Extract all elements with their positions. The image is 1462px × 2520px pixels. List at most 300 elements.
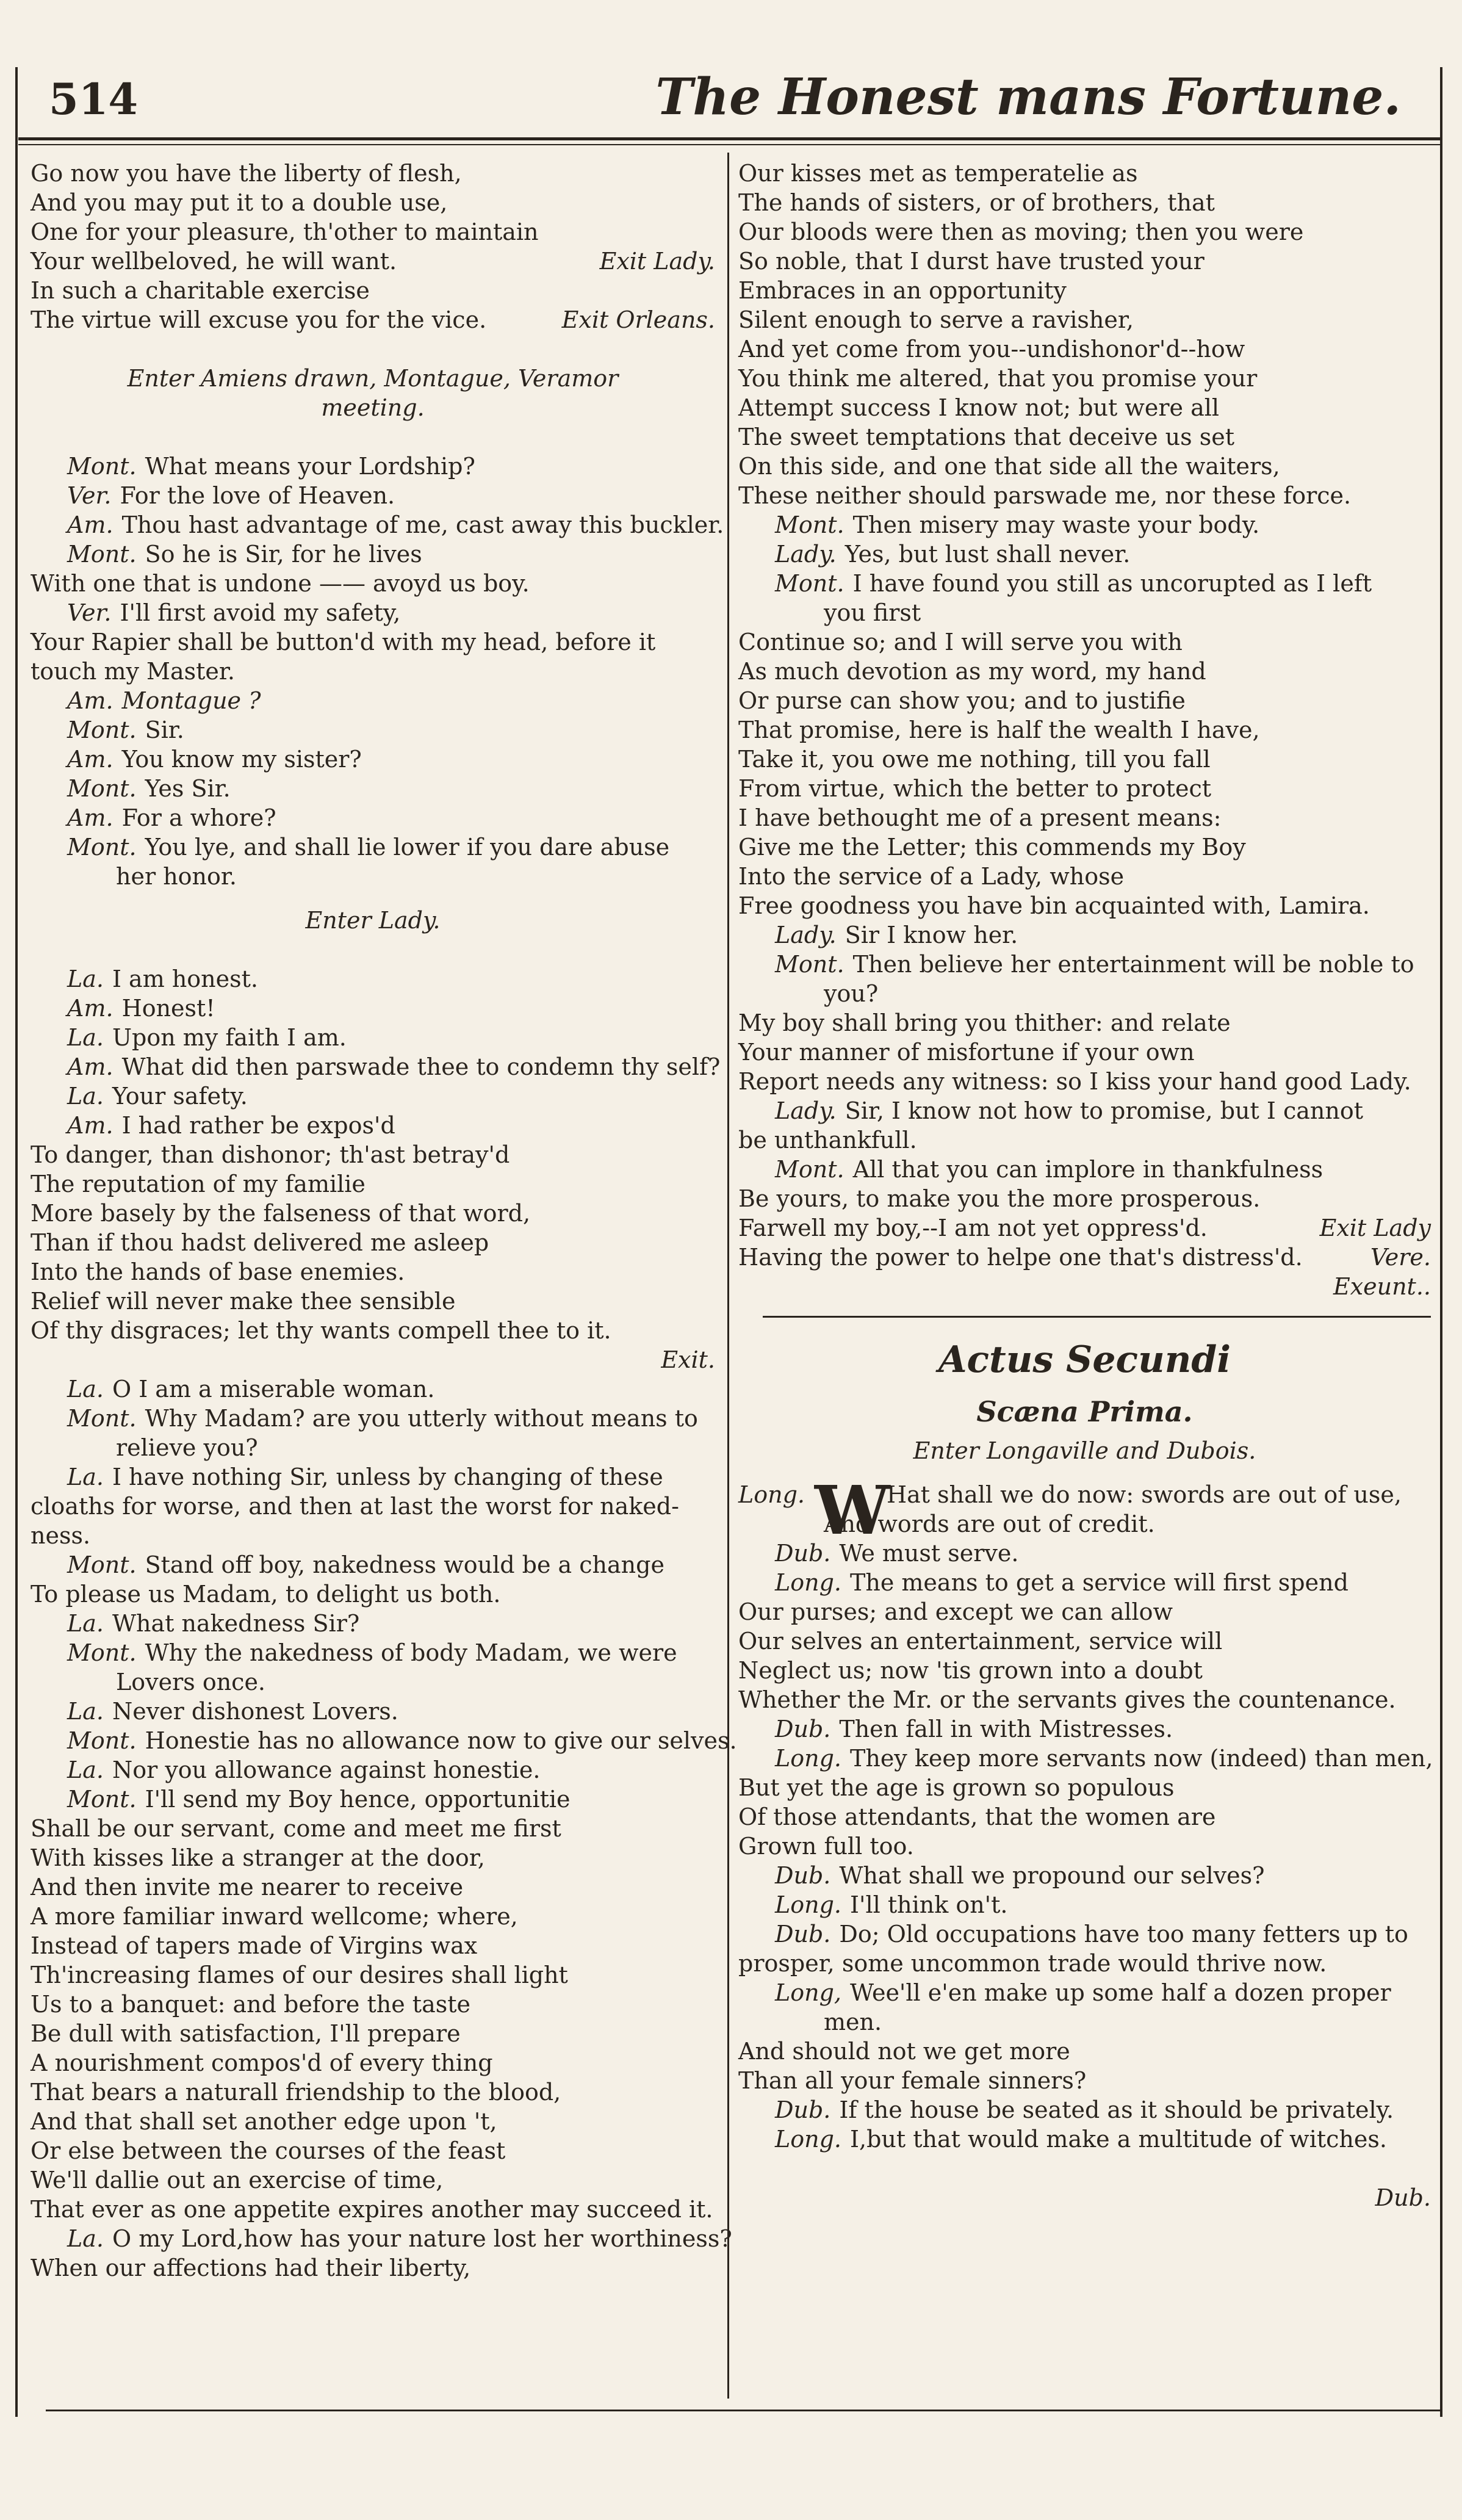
speech-text: Wee'll e'en make up some half a dozen proper bbox=[850, 1979, 1391, 2006]
verse-line bbox=[738, 1243, 1431, 1272]
stage-direction: Enter Amiens drawn, Montague, Veramor bbox=[127, 365, 619, 392]
speech-line bbox=[31, 510, 724, 540]
speech-line bbox=[31, 1755, 715, 1785]
speech-text: Why the nakedness of body Madam, we were bbox=[145, 1639, 677, 1666]
speech-text: Why Madam? are you utterly without means to bbox=[145, 1405, 698, 1432]
verse-text: That promise, here is half the wealth I have, bbox=[738, 717, 1260, 743]
speech-line bbox=[738, 1155, 1431, 1184]
stage-direction-inline: Exit Lady. bbox=[599, 248, 715, 275]
verse-text: Our selves an entertainment, service will bbox=[738, 1628, 1223, 1655]
speech-text: O I am a miserable woman. bbox=[112, 1376, 435, 1403]
verse-line bbox=[31, 247, 715, 276]
speech-text: Never dishonest Lovers. bbox=[112, 1698, 398, 1725]
verse-continuation: Lovers once. bbox=[116, 1669, 266, 1695]
speech-line bbox=[31, 1609, 715, 1638]
verse-text: Our bloods were then as moving; then you were bbox=[738, 218, 1304, 245]
speaker-name: Long. bbox=[738, 1481, 805, 1508]
verse-line bbox=[31, 1990, 715, 2019]
speaker-name: Long. bbox=[775, 1891, 841, 1918]
speech-text: Then believe her entertainment will be noble to bbox=[852, 951, 1414, 978]
verse-line bbox=[738, 2066, 1431, 2095]
spacer bbox=[31, 891, 715, 906]
verse-line bbox=[738, 393, 1431, 422]
speech-line bbox=[738, 510, 1431, 540]
speech-text: Sir I know her. bbox=[844, 922, 1018, 948]
speech-text: What did then parswade thee to condemn thy self? bbox=[121, 1053, 721, 1080]
verse-text: The sweet temptations that deceive us set bbox=[738, 424, 1234, 450]
spacer bbox=[31, 422, 715, 452]
verse-line bbox=[31, 2107, 715, 2136]
verse-text: A nourishment compos'd of every thing bbox=[31, 2049, 493, 2076]
verse-text: We'll dallie out an exercise of time, bbox=[31, 2167, 444, 2193]
stage-direction-inline: Vere. bbox=[1370, 1244, 1431, 1271]
verse-line bbox=[31, 188, 715, 217]
verse-text: ness. bbox=[31, 1522, 91, 1549]
speech-text: Then fall in with Mistresses. bbox=[839, 1716, 1173, 1742]
verse-line bbox=[738, 862, 1431, 891]
speech-text: Nor you allowance against honestie. bbox=[112, 1756, 541, 1783]
verse-text: Th'increasing flames of our desires shall light bbox=[31, 1962, 568, 1988]
verse-line bbox=[31, 569, 715, 598]
speech-line bbox=[738, 1714, 1431, 1744]
verse-continuation: her honor. bbox=[116, 863, 237, 890]
speaker-name: Mont. bbox=[67, 834, 137, 861]
speech-text: What shall we propound our selves? bbox=[839, 1862, 1265, 1889]
speaker-name: Lady. bbox=[775, 541, 837, 568]
speaker-name: La. bbox=[67, 966, 104, 992]
speaker-name: Mont. bbox=[775, 951, 844, 978]
verse-text: But yet the age is grown so populous bbox=[738, 1774, 1175, 1801]
verse-line bbox=[738, 745, 1431, 774]
speaker-name: Am. bbox=[67, 511, 113, 538]
verse-line bbox=[31, 1140, 715, 1169]
speech-text: Sir, I know not how to promise, but I cannot bbox=[844, 1097, 1363, 1124]
verse-line bbox=[738, 891, 1431, 920]
verse-text: To please us Madam, to delight us both. bbox=[31, 1581, 501, 1608]
speaker-name: Mont. bbox=[67, 1786, 137, 1813]
act-heading: Actus Secundi bbox=[938, 1338, 1231, 1381]
speaker-name: Mont. bbox=[67, 541, 137, 568]
speech-text: I have found you still as uncorupted as I left bbox=[852, 570, 1372, 597]
verse-line bbox=[31, 1492, 715, 1521]
verse-text: Than all your female sinners? bbox=[738, 2067, 1087, 2094]
speaker-name: La. bbox=[67, 1698, 104, 1725]
frame-right-rule bbox=[1440, 67, 1442, 2417]
verse-line bbox=[31, 1814, 715, 1843]
speech-line bbox=[738, 1096, 1431, 1125]
speech-line bbox=[31, 715, 715, 745]
verse-text: Relief will never make thee sensible bbox=[31, 1288, 456, 1315]
verse-text: Neglect us; now 'tis grown into a doubt bbox=[738, 1657, 1203, 1684]
spacer bbox=[738, 2154, 1431, 2183]
verse-text: Take it, you owe me nothing, till you fall bbox=[738, 746, 1211, 773]
verse-line bbox=[31, 2195, 715, 2224]
verse-text: Into the hands of base enemies. bbox=[31, 1258, 405, 1285]
verse-line bbox=[738, 452, 1431, 481]
verse-text: prosper, some uncommon trade would thrive now. bbox=[738, 1950, 1327, 1977]
speech-line bbox=[31, 452, 715, 481]
verse-text: And yet come from you--undishonor'd--how bbox=[738, 336, 1245, 363]
verse-line bbox=[31, 1228, 715, 1257]
speech-text: I had rather be expos'd bbox=[121, 1112, 395, 1139]
verse-line bbox=[738, 1685, 1431, 1714]
speech-line bbox=[31, 1111, 715, 1140]
speech-line bbox=[31, 1081, 715, 1111]
scene-heading: Scæna Prima. bbox=[976, 1395, 1193, 1428]
verse-line bbox=[738, 803, 1431, 832]
speaker-name: Lady. bbox=[775, 1097, 837, 1124]
verse-text: As much devotion as my word, my hand bbox=[738, 658, 1206, 685]
verse-line bbox=[738, 1213, 1431, 1243]
verse-text: Your Rapier shall be button'd with my head, before it bbox=[31, 629, 656, 655]
speech-line bbox=[738, 1539, 1431, 1568]
speech-line bbox=[31, 1052, 721, 1081]
verse-line bbox=[738, 1184, 1431, 1213]
speaker-name: Long. bbox=[775, 1745, 841, 1772]
speaker-name: La. bbox=[67, 2225, 104, 2252]
speech-text: The means to get a service will first spend bbox=[850, 1569, 1349, 1596]
speaker-name: Am. bbox=[67, 995, 113, 1022]
verse-text: Our purses; and except we can allow bbox=[738, 1598, 1173, 1625]
spacer bbox=[31, 334, 715, 364]
verse-line bbox=[738, 1067, 1431, 1096]
verse-line bbox=[738, 1802, 1431, 1832]
header-rule-bottom bbox=[18, 144, 1440, 145]
speech-text: Hat shall we do now: swords are out of use, bbox=[887, 1481, 1402, 1508]
stage-direction: Enter Longaville and Dubois. bbox=[913, 1437, 1256, 1464]
verse-line bbox=[31, 2253, 715, 2283]
running-title: The Honest mans Fortune. bbox=[655, 68, 1401, 126]
speech-line bbox=[738, 1568, 1431, 1597]
verse-text: Embraces in an opportunity bbox=[738, 277, 1067, 304]
speech-line bbox=[31, 2224, 732, 2253]
verse-line bbox=[31, 2136, 715, 2165]
verse-line bbox=[738, 217, 1431, 247]
stage-direction-exit: Exit. bbox=[661, 1346, 715, 1373]
speaker-name: La. bbox=[67, 1024, 104, 1051]
verse-line bbox=[738, 1038, 1431, 1067]
speaker-name: Dub. bbox=[775, 1540, 831, 1567]
speech-line bbox=[738, 2125, 1431, 2154]
verse-continuation: you first bbox=[824, 599, 921, 626]
speaker-name: Mont. bbox=[775, 511, 844, 538]
verse-text: From virtue, which the better to protect bbox=[738, 775, 1211, 802]
verse-text: That ever as one appetite expires another may succeed it. bbox=[31, 2196, 713, 2223]
frame-left-rule bbox=[15, 67, 18, 2417]
verse-line bbox=[738, 1626, 1431, 1656]
verse-line bbox=[738, 159, 1431, 188]
right-column bbox=[738, 159, 1431, 2212]
speaker-name: Mont. bbox=[67, 1551, 137, 1578]
speech-line bbox=[31, 994, 715, 1023]
verse-text: Than if thou hadst delivered me asleep bbox=[31, 1229, 489, 1256]
verse-line bbox=[738, 657, 1431, 686]
verse-line bbox=[31, 1960, 715, 1990]
speech-text: Stand off boy, nakedness would be a change bbox=[145, 1551, 664, 1578]
speech-text: I'll first avoid my safety, bbox=[120, 599, 401, 626]
verse-text: So noble, that I durst have trusted your bbox=[738, 248, 1205, 275]
spacer bbox=[31, 935, 715, 964]
stage-direction: meeting. bbox=[321, 394, 425, 421]
verse-line bbox=[31, 627, 715, 657]
verse-text: These neither should parswade me, nor these force. bbox=[738, 482, 1352, 509]
speech-text: What means your Lordship? bbox=[145, 453, 475, 480]
verse-text: Us to a banquet: and before the taste bbox=[31, 1991, 470, 2018]
speaker-name: Am. bbox=[67, 1112, 113, 1139]
verse-text: Give me the Letter; this commends my Boy bbox=[738, 834, 1246, 861]
verse-line bbox=[738, 334, 1431, 364]
speaker-name: Am. bbox=[67, 687, 113, 714]
verse-text: Your manner of misfortune if your own bbox=[738, 1039, 1195, 1066]
verse-line bbox=[738, 1949, 1431, 1978]
verse-line bbox=[738, 2037, 1431, 2066]
verse-continuation: relieve you? bbox=[116, 1434, 258, 1461]
speech-text: I have nothing Sir, unless by changing of these bbox=[112, 1464, 663, 1490]
speaker-name: Mont. bbox=[775, 1156, 844, 1183]
speaker-name: Mont. bbox=[67, 1639, 137, 1666]
verse-text: The hands of sisters, or of brothers, that bbox=[738, 189, 1215, 216]
verse-text: And you may put it to a double use, bbox=[31, 189, 448, 216]
speaker-name: Dub. bbox=[775, 2096, 831, 2123]
verse-line bbox=[738, 1832, 1431, 1861]
verse-line bbox=[31, 2019, 715, 2048]
speech-text: If the house be seated as it should be privately. bbox=[839, 2096, 1394, 2123]
speech-line bbox=[738, 569, 1431, 598]
verse-line bbox=[738, 247, 1431, 276]
verse-line bbox=[738, 1597, 1431, 1626]
verse-line bbox=[738, 1008, 1431, 1038]
verse-text: On this side, and one that side all the waiters, bbox=[738, 453, 1280, 480]
speech-text: Then misery may waste your body. bbox=[852, 511, 1260, 538]
speaker-name: La. bbox=[67, 1756, 104, 1783]
speech-text: Yes Sir. bbox=[145, 775, 231, 802]
verse-text: Into the service of a Lady, whose bbox=[738, 863, 1125, 890]
verse-line bbox=[31, 1287, 715, 1316]
verse-text: When our affections had their liberty, bbox=[31, 2255, 471, 2281]
verse-line bbox=[738, 1125, 1431, 1155]
verse-text: Free goodness you have bin acquainted with, Lamira. bbox=[738, 892, 1370, 919]
speech-text: Yes, but lust shall never. bbox=[844, 541, 1131, 568]
speech-text: For the love of Heaven. bbox=[120, 482, 395, 509]
speech-text: What nakedness Sir? bbox=[112, 1610, 360, 1637]
verse-text: I have bethought me of a present means: bbox=[738, 804, 1222, 831]
verse-text: Having the power to helpe one that's distress'd. bbox=[738, 1244, 1303, 1271]
speech-text: Thou hast advantage of me, cast away this buckler. bbox=[121, 511, 724, 538]
verse-text: Whether the Mr. or the servants gives the countenance. bbox=[738, 1686, 1396, 1713]
verse-line bbox=[31, 1169, 715, 1199]
speech-text: Your safety. bbox=[112, 1083, 248, 1110]
speaker-name: Mont. bbox=[775, 570, 844, 597]
speaker-name: Long. bbox=[775, 1569, 841, 1596]
speech-line bbox=[738, 1744, 1431, 1773]
verse-text: To danger, than dishonor; th'ast betray'd bbox=[31, 1141, 510, 1168]
verse-line bbox=[31, 1199, 715, 1228]
speech-line bbox=[31, 1785, 715, 1814]
verse-line bbox=[31, 1843, 715, 1872]
verse-text: Continue so; and I will serve you with bbox=[738, 629, 1183, 655]
verse-text: The reputation of my familie bbox=[31, 1171, 366, 1197]
verse-text: be unthankfull. bbox=[738, 1127, 917, 1153]
speaker-name: Ver. bbox=[67, 599, 112, 626]
verse-text: Report needs any witness: so I kiss your hand good Lady. bbox=[738, 1068, 1411, 1095]
verse-text: With one that is undone —— avoyd us boy. bbox=[31, 570, 530, 597]
speech-line bbox=[31, 1638, 715, 1667]
speech-text: Do; Old occupations have too many fetters up to bbox=[839, 1921, 1408, 1948]
speaker-name: La. bbox=[67, 1610, 104, 1637]
verse-text: Farwell my boy,--I am not yet oppress'd. bbox=[738, 1215, 1208, 1241]
stage-direction-exit: Dub. bbox=[1375, 2184, 1431, 2211]
speech-line bbox=[31, 1550, 715, 1580]
section-rule bbox=[763, 1316, 1431, 1318]
speaker-name: Lady. bbox=[775, 922, 837, 948]
speaker-name: Ver. bbox=[67, 482, 112, 509]
verse-text: With kisses like a stranger at the door, bbox=[31, 1844, 485, 1871]
speaker-name: Mont. bbox=[67, 1727, 137, 1754]
speaker-name: Am. bbox=[67, 804, 113, 831]
verse-line bbox=[738, 276, 1431, 305]
verse-text: My boy shall bring you thither: and relate bbox=[738, 1009, 1231, 1036]
speech-line bbox=[31, 1462, 715, 1492]
header-rule-top bbox=[18, 137, 1440, 140]
verse-line bbox=[31, 1521, 715, 1550]
verse-text: Or else between the courses of the feast bbox=[31, 2137, 506, 2164]
speech-line bbox=[31, 598, 715, 627]
verse-line bbox=[31, 657, 715, 686]
speech-line bbox=[31, 803, 715, 832]
verse-line bbox=[738, 715, 1431, 745]
verse-text: That bears a naturall friendship to the blood, bbox=[31, 2079, 561, 2106]
verse-line bbox=[31, 1316, 715, 1345]
speech-line bbox=[738, 540, 1431, 569]
speech-line bbox=[31, 1023, 715, 1052]
footer-rule bbox=[46, 2410, 1440, 2411]
speech-line bbox=[738, 1978, 1431, 2007]
verse-text: Of thy disgraces; let thy wants compell thee to it. bbox=[31, 1317, 611, 1344]
speech-line bbox=[31, 1726, 737, 1755]
stage-direction: Enter Lady. bbox=[305, 907, 441, 934]
verse-line bbox=[738, 627, 1431, 657]
stage-direction-inline: Exit Orleans. bbox=[561, 306, 715, 333]
speech-text: Montague ? bbox=[121, 687, 261, 714]
verse-text: And then invite me nearer to receive bbox=[31, 1874, 464, 1901]
verse-line bbox=[31, 1580, 715, 1609]
verse-text: You think me altered, that you promise your bbox=[738, 365, 1258, 392]
speech-text: I am honest. bbox=[112, 966, 258, 992]
verse-line bbox=[31, 2165, 715, 2195]
verse-line bbox=[31, 1872, 715, 1902]
verse-text: One for your pleasure, th'other to maintain bbox=[31, 218, 539, 245]
verse-text: The virtue will excuse you for the vice. bbox=[31, 306, 487, 333]
speech-line bbox=[31, 1697, 715, 1726]
verse-line bbox=[738, 1773, 1431, 1802]
speech-line bbox=[738, 1890, 1431, 1919]
verse-line bbox=[31, 2048, 715, 2078]
verse-line bbox=[31, 2078, 715, 2107]
verse-continuation: men. bbox=[824, 2009, 882, 2035]
speaker-name: Dub. bbox=[775, 1921, 831, 1948]
verse-text: Your wellbeloved, he will want. bbox=[31, 248, 397, 275]
speech-text: You know my sister? bbox=[121, 746, 362, 773]
speech-text: Honestie has no allowance now to give our selves. bbox=[145, 1727, 737, 1754]
verse-text: Shall be our servant, come and meet me first bbox=[31, 1815, 561, 1842]
verse-text: Silent enough to serve a ravisher, bbox=[738, 306, 1134, 333]
verse-text: And should not we get more bbox=[738, 2038, 1070, 2065]
verse-text: Instead of tapers made of Virgins wax bbox=[31, 1932, 478, 1959]
verse-text: Of those attendants, that the women are bbox=[738, 1803, 1216, 1830]
speech-text: I'll send my Boy hence, opportunitie bbox=[145, 1786, 571, 1813]
speaker-name: Dub. bbox=[775, 1716, 831, 1742]
speech-line bbox=[31, 540, 715, 569]
verse-line bbox=[738, 305, 1431, 334]
verse-text: A more familiar inward wellcome; where, bbox=[31, 1903, 518, 1930]
verse-text: Or purse can show you; and to justifie bbox=[738, 687, 1186, 714]
speech-text: You lye, and shall lie lower if you dare abuse bbox=[145, 834, 670, 861]
verse-line bbox=[31, 1902, 715, 1931]
speech-text: I,but that would make a multitude of witches. bbox=[850, 2126, 1387, 2153]
speech-text: We must serve. bbox=[839, 1540, 1019, 1567]
speaker-name: Am. bbox=[67, 746, 113, 773]
verse-line bbox=[738, 364, 1431, 393]
verse-line bbox=[738, 481, 1431, 510]
speech-line bbox=[738, 920, 1431, 950]
verse-text: Go now you have the liberty of flesh, bbox=[31, 160, 462, 187]
speaker-name: Long. bbox=[775, 2126, 841, 2153]
speech-text: Sir. bbox=[145, 717, 184, 743]
speech-line bbox=[31, 1404, 715, 1433]
speech-line bbox=[738, 950, 1431, 979]
speaker-name: La. bbox=[67, 1464, 104, 1490]
speaker-name: Long, bbox=[775, 1979, 841, 2006]
verse-text: Attempt success I know not; but were all bbox=[738, 394, 1220, 421]
stage-direction-inline: Exit Lady bbox=[1319, 1215, 1431, 1241]
verse-continuation: And words are out of credit. bbox=[824, 1511, 1155, 1537]
verse-text: Our kisses met as temperatelie as bbox=[738, 160, 1138, 187]
speech-line bbox=[31, 745, 715, 774]
speech-line bbox=[31, 832, 715, 862]
verse-line bbox=[738, 188, 1431, 217]
speech-line bbox=[31, 1374, 715, 1404]
verse-text: More basely by the falseness of that word, bbox=[31, 1200, 531, 1227]
speech-text: They keep more servants now (indeed) than men, bbox=[850, 1745, 1433, 1772]
speech-text: I'll think on't. bbox=[850, 1891, 1008, 1918]
verse-text: And that shall set another edge upon 't, bbox=[31, 2108, 497, 2135]
verse-line bbox=[31, 1931, 715, 1960]
speech-line bbox=[31, 481, 715, 510]
verse-text: cloaths for worse, and then at last the worst for naked- bbox=[31, 1493, 679, 1520]
speaker-name: Dub. bbox=[775, 1862, 831, 1889]
speech-line bbox=[31, 774, 715, 803]
verse-line bbox=[31, 305, 715, 334]
speaker-name: La. bbox=[67, 1083, 104, 1110]
verse-continuation: you? bbox=[824, 980, 879, 1007]
verse-line bbox=[738, 1656, 1431, 1685]
verse-text: touch my Master. bbox=[31, 658, 235, 685]
page-number: 514 bbox=[49, 74, 139, 125]
verse-text: Grown full too. bbox=[738, 1833, 914, 1860]
verse-line bbox=[31, 276, 715, 305]
verse-line bbox=[31, 1257, 715, 1287]
speech-line bbox=[31, 686, 715, 715]
speech-text: O my Lord,how has your nature lost her worthiness? bbox=[112, 2225, 732, 2252]
speaker-name: La. bbox=[67, 1376, 104, 1403]
speech-line bbox=[31, 964, 715, 994]
speaker-name: Am. bbox=[67, 1053, 113, 1080]
drop-capital: W bbox=[815, 1471, 890, 1550]
speaker-name: Mont. bbox=[67, 1405, 137, 1432]
stage-direction-exit: Exeunt.. bbox=[1333, 1273, 1431, 1300]
verse-line bbox=[738, 832, 1431, 862]
speech-line bbox=[738, 2095, 1431, 2125]
